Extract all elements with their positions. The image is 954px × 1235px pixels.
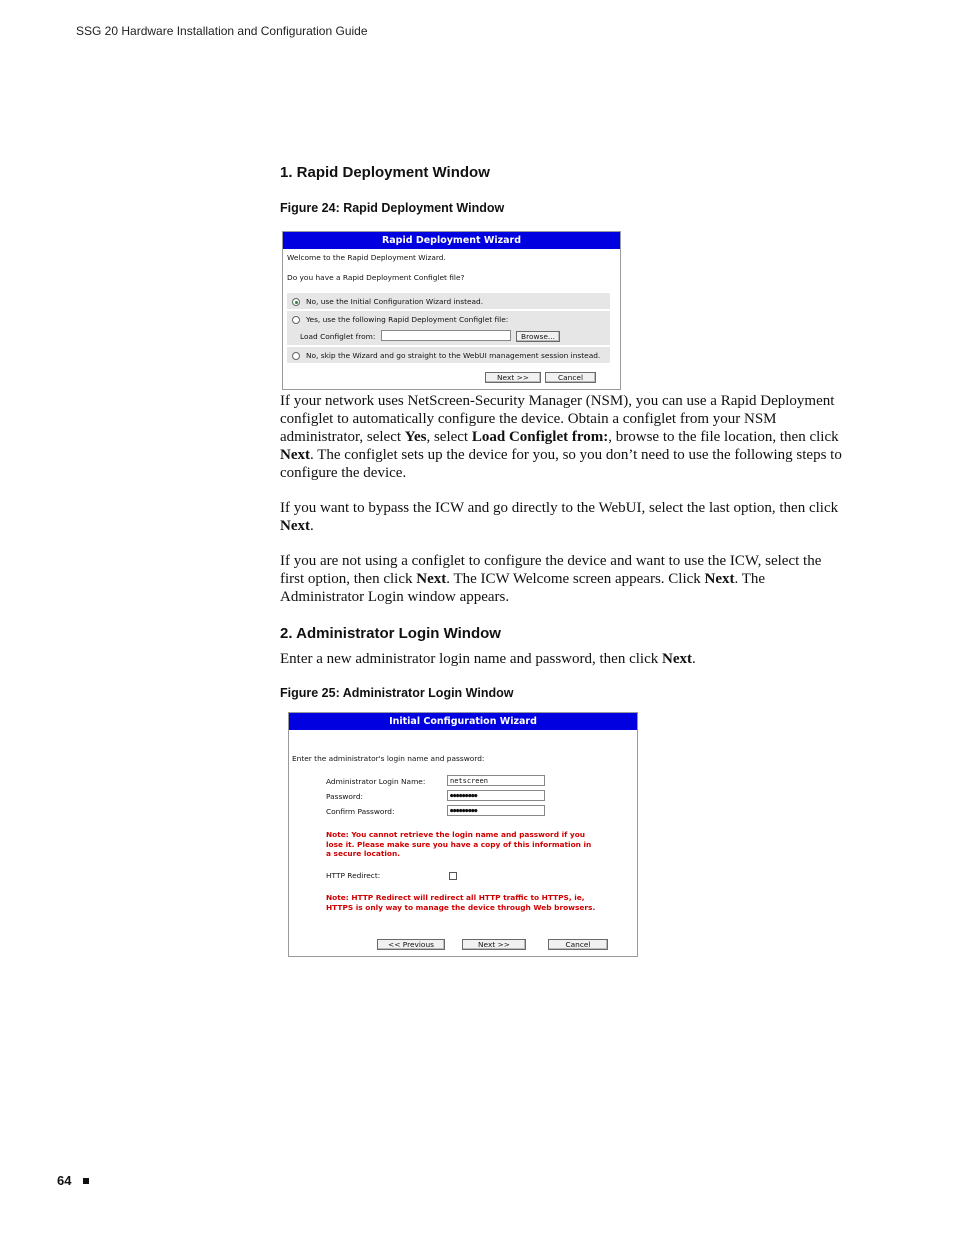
load-configlet-input[interactable] bbox=[381, 330, 511, 341]
http-redirect-checkbox[interactable] bbox=[449, 872, 457, 880]
paragraph-admin-login-intro: Enter a new administrator login name and password, then click Next. bbox=[280, 651, 696, 667]
confirm-password-input[interactable]: ●●●●●●●●● bbox=[447, 805, 545, 816]
paragraph-use-icw: If you are not using a configlet to configure the device and want to use the ICW, select the first option, then click Next. The ICW Welcome screen appears. Click Next. The Administrator Login window appears. bbox=[280, 553, 822, 605]
option-icw-label: No, use the Initial Configuration Wizard instead. bbox=[306, 297, 484, 306]
radio-configlet[interactable] bbox=[292, 316, 300, 324]
figure-25-caption: Figure 25: Administrator Login Window bbox=[280, 686, 514, 700]
option-row-icw[interactable] bbox=[287, 293, 610, 309]
load-configlet-label: Load Configlet from: bbox=[300, 332, 376, 341]
login-name-input[interactable]: netscreen bbox=[447, 775, 545, 786]
login-prompt: Enter the administrator's login name and password: bbox=[292, 754, 485, 763]
section-heading-admin-login: 2. Administrator Login Window bbox=[280, 625, 501, 642]
option-skip-label: No, skip the Wizard and go straight to the WebUI management session instead. bbox=[306, 351, 601, 360]
paragraph-nsm-configlet: If your network uses NetScreen-Security Manager (NSM), you can use a Rapid Deployment configlet to automatically configure the device. Obtain a configlet from your NSM administrator, select Yes, select Load Configlet from:, browse to the file location, then click Next. The configlet sets up the device for you, so you don’t need to use the following steps to configure the device. bbox=[280, 393, 842, 481]
previous-button[interactable]: << Previous bbox=[377, 939, 445, 950]
figure-25-screenshot bbox=[288, 712, 638, 957]
login-name-label: Administrator Login Name: bbox=[326, 777, 426, 786]
initial-configuration-wizard-title: Initial Configuration Wizard bbox=[289, 713, 637, 730]
configlet-question: Do you have a Rapid Deployment Configlet file? bbox=[287, 273, 465, 282]
option-row-configlet[interactable] bbox=[287, 311, 610, 345]
http-redirect-label: HTTP Redirect: bbox=[326, 871, 381, 880]
option-row-skip[interactable] bbox=[287, 347, 610, 363]
figure-24-screenshot bbox=[282, 231, 621, 390]
figure-24-caption: Figure 24: Rapid Deployment Window bbox=[280, 201, 505, 215]
page-number: 64 bbox=[57, 1173, 72, 1188]
next-button[interactable]: Next >> bbox=[485, 372, 541, 383]
browse-button[interactable]: Browse... bbox=[516, 331, 560, 342]
cancel-button-admin[interactable]: Cancel bbox=[548, 939, 608, 950]
radio-skip[interactable] bbox=[292, 352, 300, 360]
rapid-deployment-wizard-title: Rapid Deployment Wizard bbox=[283, 232, 620, 249]
footer-square-bullet bbox=[83, 1178, 89, 1184]
page-footer bbox=[57, 1173, 89, 1188]
section-heading-rapid-deployment: 1. Rapid Deployment Window bbox=[280, 164, 490, 181]
next-button-admin[interactable]: Next >> bbox=[462, 939, 526, 950]
paragraph-bypass-icw: If you want to bypass the ICW and go directly to the WebUI, select the last option, then click Next. bbox=[280, 500, 839, 534]
option-configlet-label: Yes, use the following Rapid Deployment Configlet file: bbox=[306, 315, 509, 324]
http-redirect-note: Note: HTTP Redirect will redirect all HTTP traffic to HTTPS, ie, HTTPS is only way to manage the device through Web browsers. bbox=[326, 893, 596, 912]
password-input[interactable]: ●●●●●●●●● bbox=[447, 790, 545, 801]
running-header: SSG 20 Hardware Installation and Configuration Guide bbox=[76, 24, 368, 38]
login-retrieval-note: Note: You cannot retrieve the login name and password if you lose it. Please make sure you have a copy of this information in a secure location. bbox=[326, 830, 592, 858]
password-label: Password: bbox=[326, 792, 364, 801]
confirm-password-label: Confirm Password: bbox=[326, 807, 395, 816]
radio-icw[interactable] bbox=[292, 298, 300, 306]
welcome-text: Welcome to the Rapid Deployment Wizard. bbox=[287, 253, 446, 262]
cancel-button[interactable]: Cancel bbox=[545, 372, 596, 383]
